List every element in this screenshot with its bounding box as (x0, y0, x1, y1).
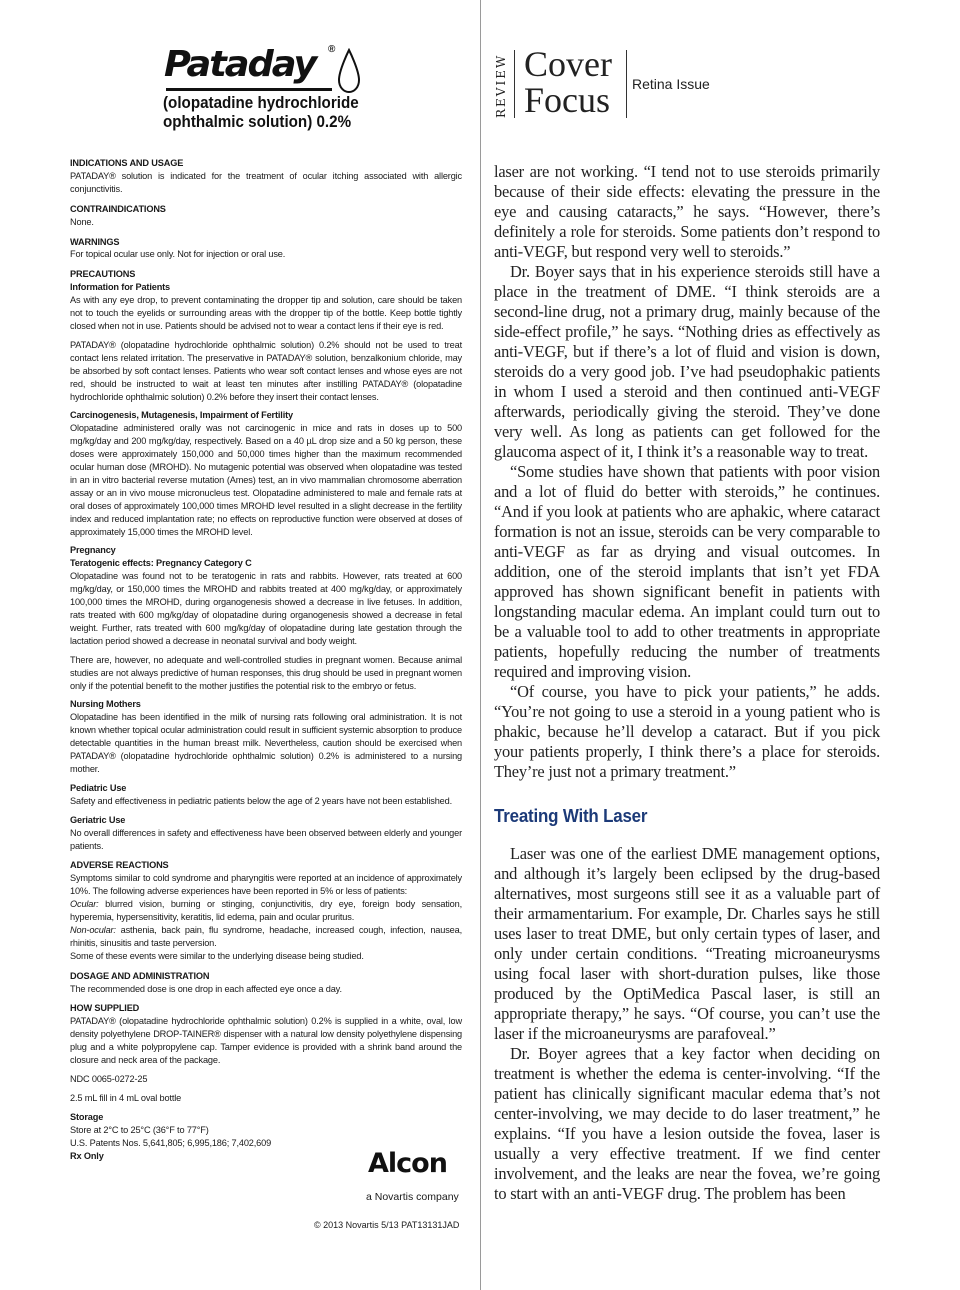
ocular-line (70, 898, 462, 924)
generic-line-1: (olopatadine hydrochloride (163, 94, 359, 112)
contraindications-text: None. (70, 216, 94, 227)
carcinogenesis-text: Olopatadine administered orally was not carcinogenic in mice and rats in doses up to 500 mg/kg/day and 200 mg/kg/day, respectively. Based on a 40 µL drop size and a 50 kg person, these doses were approximately 150,000 and 50,000 times higher than the maximum recommended ocular human dose (MROHD). No mutagenic potential was observed when olopatadine was tested in an in vitro bacterial reverse mutation (Ames) test, an in vivo mammalian chromosome aberration assay or an in vivo mouse micronucleus test. Olopatadine administered to male and female rats at oral doses of approximately 100,000 times MROHD level resulted in a slight decrease in the fertility index and reduced implantation rate; no effects on reproductive function were observed at doses of approximately 15,000 times the MROHD level. (70, 423, 462, 537)
nonocular-text: asthenia, back pain, flu syndrome, headache, increased cough, infection, nausea, rhinitis, sinusitis and taste perversion. (70, 924, 462, 948)
indications-text: PATADAY® solution is indicated for the treatment of ocular itching associated with allergic conjunctivitis. (70, 170, 462, 194)
warnings-text: For topical ocular use only. Not for injection or oral use. (70, 249, 286, 260)
header-rule-right (626, 50, 627, 118)
adverse-text-1: Symptoms similar to cold syndrome and pharyngitis were reported at an incidence of approximately 10%. The following adverse experiences have been reported in 5% or less of patients: (70, 873, 462, 897)
teratogenic-heading: Teratogenic effects: Pregnancy Category C (70, 558, 252, 569)
pediatric-text: Safety and effectiveness in pediatric patients below the age of 2 years have not been established. (70, 795, 452, 806)
pregnancy-text-1: Olopatadine was found not to be teratogenic in rats and rabbits. However, rats treated at 600 mg/kg/day, or 150,000 times the MROHD and rabbits treated at 400 mg/kg/day, or approximately 100,000 times the MROHD, during organogenesis showed a decrease in live fetuses. In addition, rats treated with 600 mg/kg/day of olopatadine during organogenesis showed a decrease in fetal weight. Further, rats treated with 600 mg/kg/day of olopatadine during late gestation through the lactation period showed a decrease in neonatal survival and body weight. (70, 571, 462, 646)
generic-line-2: ophthalmic solution) 0.2% (163, 113, 352, 131)
brand-underline (166, 88, 332, 91)
ndc-number: NDC 0065-0272-25 (70, 1074, 148, 1084)
section-subheading: Treating With Laser (494, 806, 648, 826)
info-patients-heading: Information for Patients (70, 282, 171, 293)
indications-heading: INDICATIONS AND USAGE (70, 158, 184, 168)
article-paragraph: laser are not working. “I tend not to use steroids primarily because of their side effects: elevating the pressure in the eye and causing cataracts,” he says. “However, there’s definitely a role for steroids. Some patients don’t respond to anti-VEGF, but respond very well to steroids.” (494, 162, 880, 261)
ocular-text: blurred vision, burning or stinging, conjunctivitis, dry eye, foreign body sensation, hyperemia, hypersensitivity, keratitis, lid edema, pain and ocular pruritus. (70, 899, 462, 923)
storage-heading: Storage (70, 1111, 104, 1122)
supplied-text: PATADAY® (olopatadine hydrochloride ophthalmic solution) 0.2% is supplied in a white, oval, low density polyethylene DROP-TAINER® dispenser with a natural low density polyethylene dispensing plug and a white polypropylene cap. Tamper evidence is provided with a shrink band around the closure and neck area of the package. (70, 1016, 462, 1066)
header-rule-left (514, 50, 515, 118)
article-paragraph: “Of course, you have to pick your patients,” he adds. “You’re not going to use a steroid in a young patient who is phakic, because he’ll develop a cataract. But if you pick your patients properly, I think there’s a place for steroids. They’re just not a primary treatment.” (494, 682, 880, 781)
brand-name: Pataday (164, 44, 316, 85)
focus-word: Focus (524, 80, 611, 120)
issue-label: Retina Issue (632, 76, 710, 92)
contraindications-heading: CONTRAINDICATIONS (70, 203, 166, 214)
pediatric-heading: Pediatric Use (70, 782, 127, 793)
article-paragraph: Dr. Boyer agrees that a key factor when deciding on treatment is whether the edema is center-involving. “If the patient has clinically significant macular edema that’s not center-involving, we may decide to do laser treatment,” he explains. “If you have a lesion outside the fovea, laser is usually a very effective treatment. If we find center involvement, and the leaks are near the fovea, we’re going to start with an anti-VEGF drug. The problem has been (494, 1044, 880, 1203)
geriatric-heading: Geriatric Use (70, 814, 126, 825)
review-label: REVIEW (494, 53, 508, 118)
registered-mark: ® (328, 44, 336, 55)
adverse-text-2: Some of these events were similar to the underlying disease being studied. (70, 950, 364, 961)
rx-only: Rx Only (70, 1150, 104, 1161)
ad-copyright: © 2013 Novartis 5/13 PAT13131JAD (314, 1220, 460, 1230)
drop-icon (336, 48, 362, 94)
adverse-heading: ADVERSE REACTIONS (70, 860, 169, 871)
pregnancy-text-2: There are, however, no adequate and well-controlled studies in pregnant women. Because animal studies are not always predictive of human responses, this drug should be used in pregnant women only if the potential benefit to the mother justifies the potential risk to the embryo or fetus. (70, 654, 462, 691)
supplied-heading: HOW SUPPLIED (70, 1003, 140, 1014)
alcon-logo: Alcon (368, 1148, 447, 1179)
pataday-logo (164, 40, 444, 142)
dosage-heading: DOSAGE AND ADMINISTRATION (70, 970, 210, 981)
nursing-heading: Nursing Mothers (70, 699, 141, 710)
patents-text: U.S. Patents Nos. 5,641,805; 6,995,186; 7,402,609 (70, 1137, 272, 1148)
info-patients-text-1: As with any eye drop, to prevent contaminating the dropper tip and solution, care should be taken not to touch the eyelids or surrounding areas with the dropper tip of the bottle. Keep bottle tightly closed when not in use. Patients should be advised not to wear a contact lens if their eye is red. (70, 295, 462, 331)
geriatric-text: No overall differences in safety and effectiveness have been observed between elderly and younger patients. (70, 827, 462, 851)
precautions-heading: PRECAUTIONS (70, 269, 136, 280)
pregnancy-heading: Pregnancy (70, 545, 116, 556)
dosage-text: The recommended dose is one drop in each affected eye once a day. (70, 983, 342, 994)
ocular-label: Ocular: (70, 899, 99, 910)
cover-focus-title (524, 46, 612, 118)
prescribing-information (70, 150, 462, 1162)
nonocular-label: Non-ocular: (70, 924, 116, 935)
carcinogenesis-heading: Carcinogenesis, Mutagenesis, Impairment of Fertility (70, 410, 293, 421)
cover-word: Cover (524, 44, 612, 84)
generic-name (163, 94, 359, 132)
ad-column (70, 40, 462, 1230)
info-patients-text-2: PATADAY® (olopatadine hydrochloride ophthalmic solution) 0.2% should not be used to treat contact lens related irritation. The preservative in PATADAY® solution, benzalkonium chloride, may be absorbed by soft contact lenses. Patients who wear soft contact lenses and whose eyes are not red, should be instructed to wait at least ten minutes after instilling PATADAY® (olopatadine hydrochloride ophthalmic solution) 0.2% before they insert their contact lenses. (70, 339, 462, 402)
novartis-tagline: a Novartis company (366, 1191, 459, 1203)
nonocular-line (70, 924, 462, 950)
warnings-heading: WARNINGS (70, 236, 120, 247)
article-paragraph: Dr. Boyer says that in his experience steroids still have a place in the treatment of DME. “I think steroids are a second-line drug, not a primary drug, mainly because of the side-effect profile,” he says. “Nothing dries as effectively as anti-VEGF, but if there’s a lot of fluid and vision is down, steroids do a very good job. I’ve had pseudophakic patients in whom I used a steroid and then continued anti-VEGF afterwards, periodically giving the steroid. They’ve done very well. As long as patients can get followed for the glaucoma aspect of it, I think it’s a reasonable way to treat. (494, 262, 880, 461)
fill-volume: 2.5 mL fill in 4 mL oval bottle (70, 1092, 182, 1103)
article-body (494, 162, 880, 1204)
article-paragraph: “Some studies have shown that patients with poor vision and a lot of fluid do better with steroids,” he continues. “And if you look at patients who are aphakic, where cataract formation is not an issue, steroids can be very comparable to anti-VEGF as far as drying and visual outcomes. In addition, one of the steroid implants that isn’t yet FDA approved has shown significant benefit in patients with longstanding macular edema. An implant could turn out to be a valuable tool to add to other treatments in appropriate patients, hopefully reducing the number of treatments required and improving vision. (494, 462, 880, 681)
nursing-text: Olopatadine has been identified in the milk of nursing rats following oral administration. It is not known whether topical ocular administration could result in sufficient systemic absorption to produce detectable quantities in the human breast milk. Nevertheless, caution should be exercised when PATADAY® (olopatadine hydrochloride ophthalmic solution) 0.2% is administered to a nursing mother. (70, 712, 462, 774)
article-paragraph: Laser was one of the earliest DME management options, and although it’s largely been eclipsed by the drug-based alternatives, most surgeons still see it as a valuable part of their armamentarium. For example, Dr. Charles says he still uses laser to treat DME, but only certain types of laser, and only under certain conditions. “Treating microaneurysms using focal laser with short-duration pulses, like those produced by the OptiMedica Pascal laser, is still an appropriate therapy,” he says. “Of course, you can’t use the laser if the microaneurysms are parafoveal.” (494, 844, 880, 1043)
storage-text: Store at 2°C to 25°C (36°F to 77°F) (70, 1124, 209, 1135)
column-divider (480, 0, 481, 1290)
